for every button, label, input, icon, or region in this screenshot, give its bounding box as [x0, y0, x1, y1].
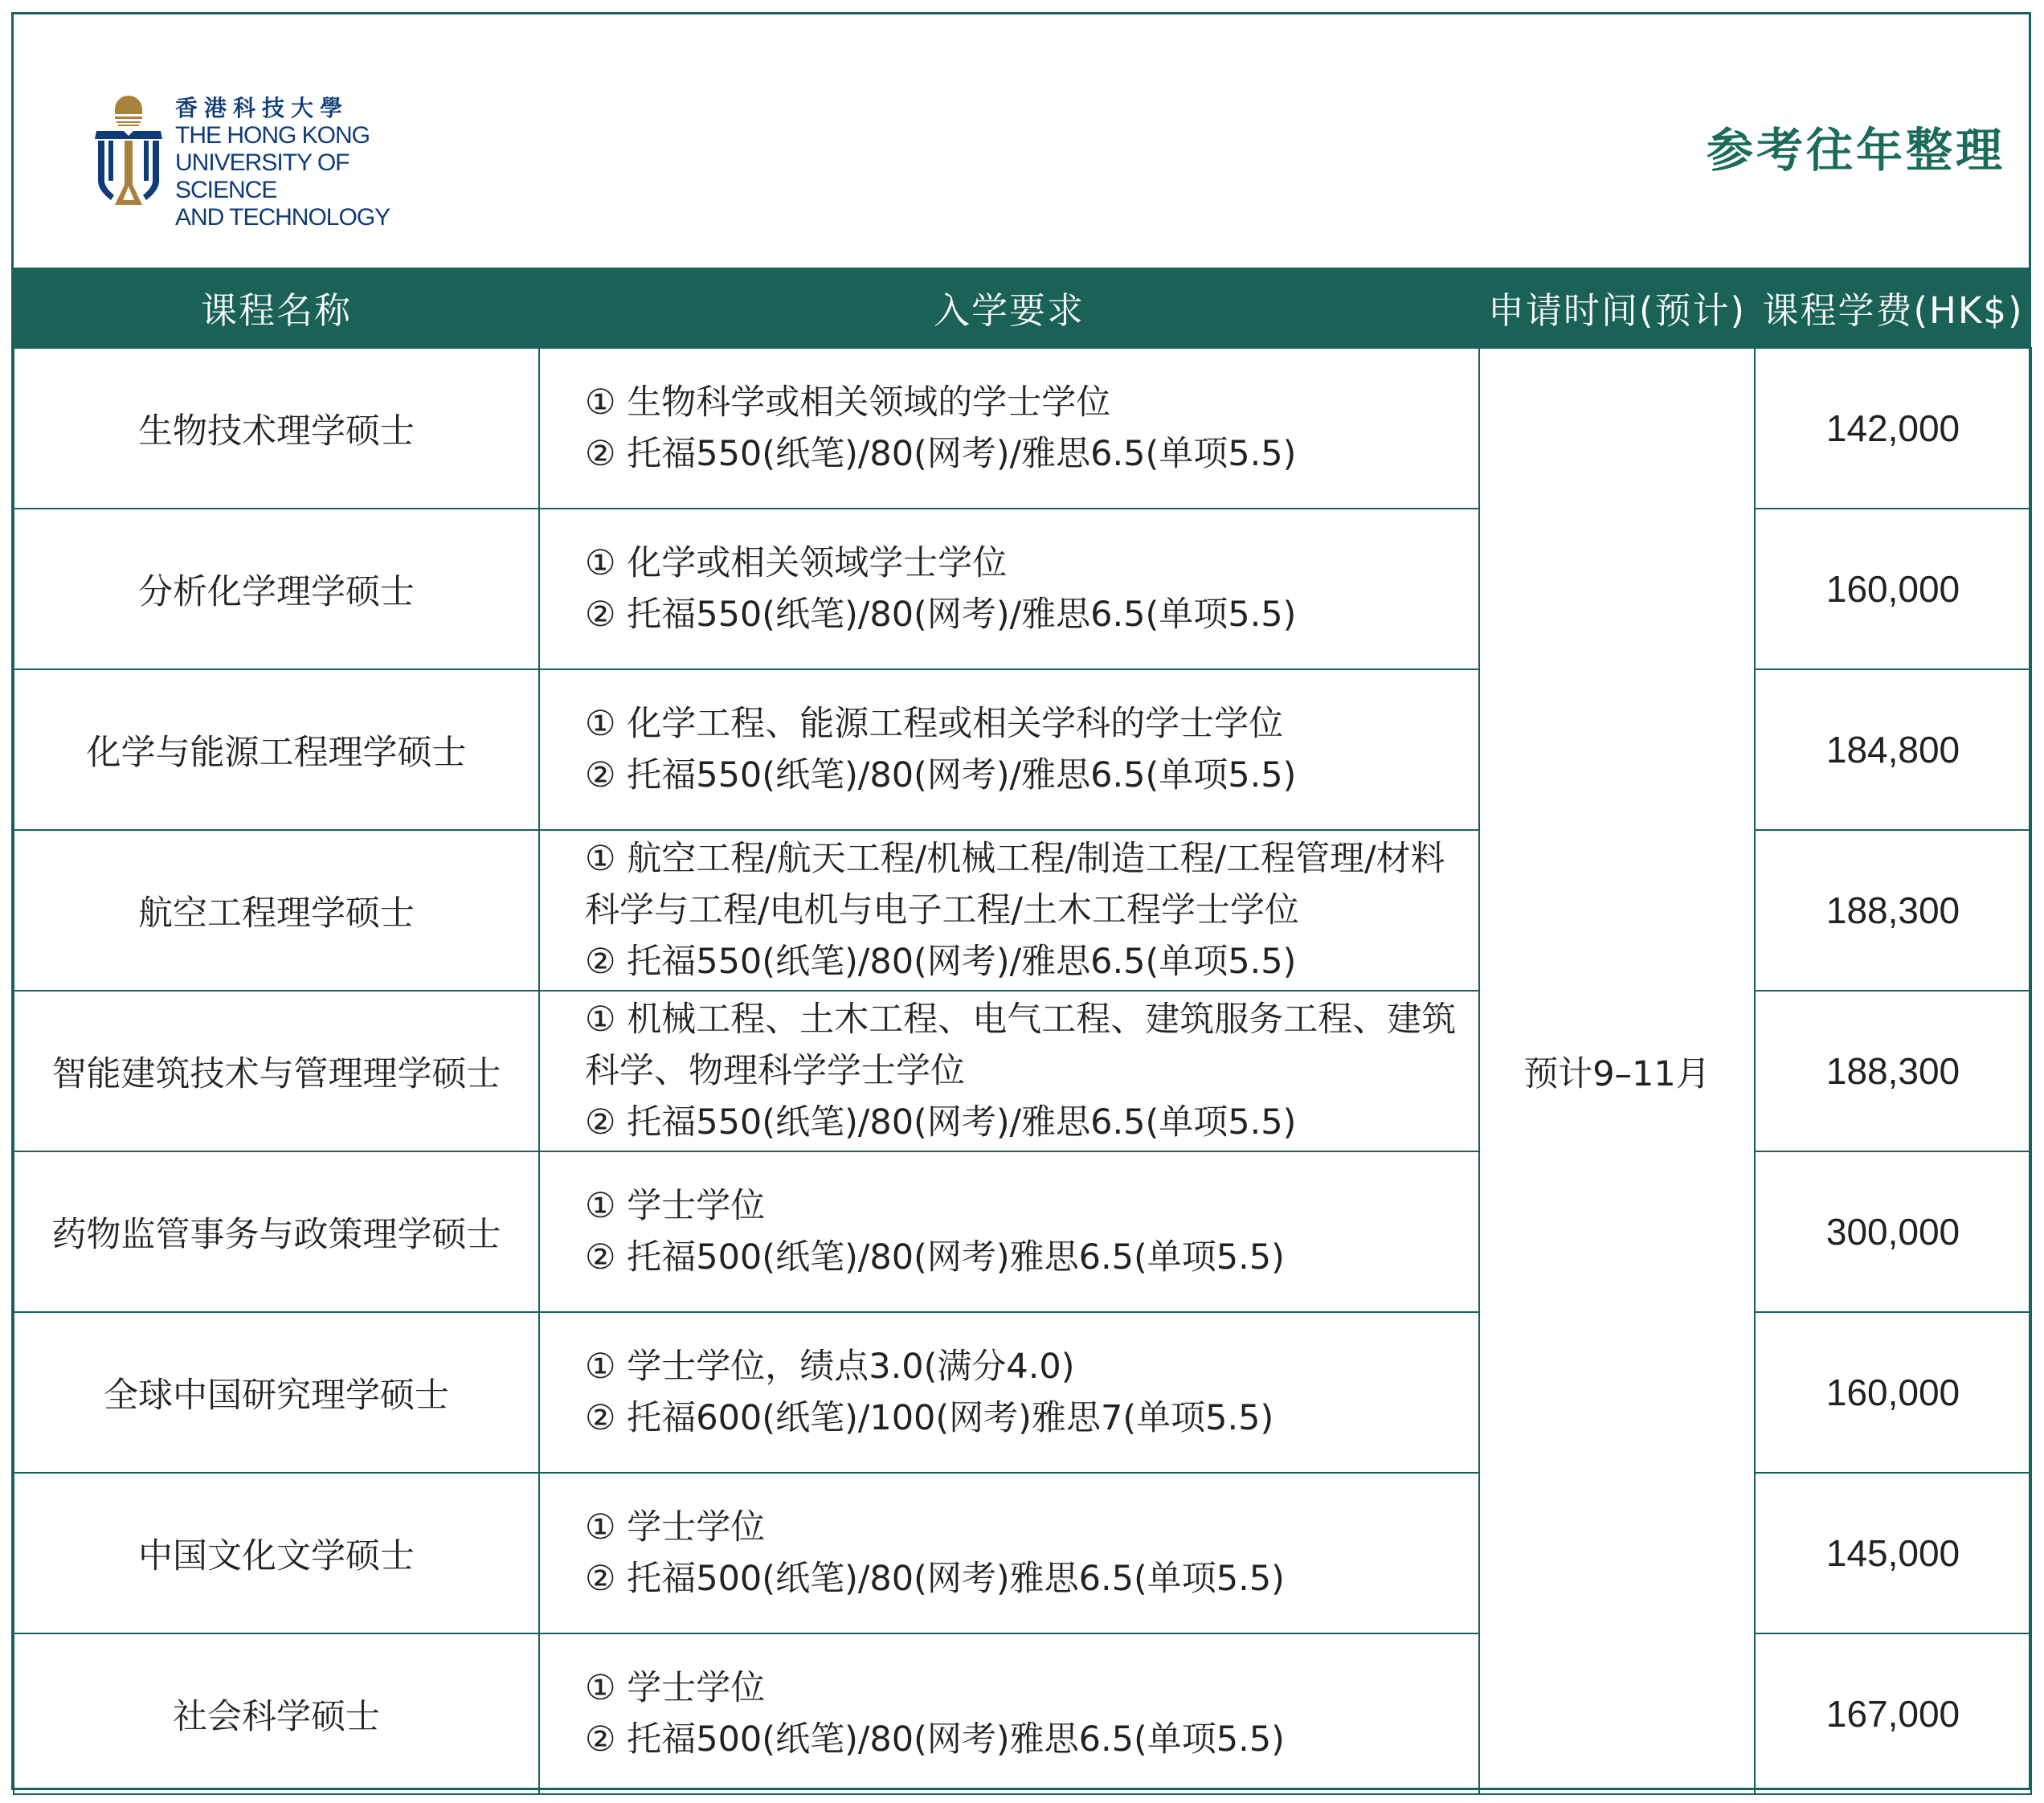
- program-name-cell: 全球中国研究理学硕士: [14, 1312, 539, 1473]
- header-requirements: 入学要求: [539, 268, 1479, 348]
- requirement-line: ② 托福550(纸笔)/80(网考)/雅思6.5(单项5.5): [585, 434, 1297, 474]
- table-header-row: [14, 268, 2031, 348]
- requirement-line: ① 化学工程、能源工程或相关学科的学士学位: [585, 704, 1284, 744]
- requirement-line: ② 托福500(纸笔)/80(网考)雅思6.5(单项5.5): [585, 1719, 1285, 1760]
- program-name-cell: 智能建筑技术与管理理学硕士: [14, 991, 539, 1151]
- requirement-line: ① 学士学位，绩点3.0(满分4.0): [585, 1347, 1075, 1387]
- requirement-line: ② 托福500(纸笔)/80(网考)雅思6.5(单项5.5): [585, 1237, 1285, 1278]
- logo-english-line: UNIVERSITY OF SCIENCE: [175, 149, 350, 203]
- requirement-line: ① 学士学位: [585, 1668, 766, 1708]
- program-name-cell: 航空工程理学硕士: [14, 830, 539, 991]
- tuition-cell: 142,000: [1755, 348, 2031, 509]
- page-title: 参考往年整理: [1706, 123, 2005, 178]
- requirement-line: ① 生物科学或相关领域的学士学位: [585, 382, 1111, 423]
- program-table: [13, 268, 2032, 1795]
- requirement-line: ② 托福550(纸笔)/80(网考)/雅思6.5(单项5.5): [585, 755, 1297, 795]
- header-tuition: 课程学费(HK$): [1755, 268, 2031, 348]
- tuition-cell: 160,000: [1755, 1312, 2031, 1473]
- tuition-cell: 300,000: [1755, 1151, 2031, 1312]
- table-row: [14, 348, 2031, 509]
- tuition-cell: 188,300: [1755, 830, 2031, 991]
- requirements-cell: [539, 1151, 1479, 1312]
- tuition-cell: 160,000: [1755, 509, 2031, 669]
- program-name-cell: 分析化学理学硕士: [14, 509, 539, 669]
- requirement-line: ② 托福550(纸笔)/80(网考)/雅思6.5(单项5.5): [585, 1102, 1297, 1143]
- application-time-cell: 预计9–11月: [1479, 348, 1755, 1794]
- requirements-cell: [539, 1633, 1479, 1794]
- requirements-cell: [539, 830, 1479, 991]
- requirement-line: ② 托福550(纸笔)/80(网考)/雅思6.5(单项5.5): [585, 595, 1297, 635]
- hkust-logo: [95, 95, 448, 231]
- requirements-cell: [539, 509, 1479, 669]
- header-program-name: 课程名称: [14, 268, 539, 348]
- program-name-cell: 药物监管事务与政策理学硕士: [14, 1151, 539, 1312]
- header-application-time: 申请时间(预计): [1479, 268, 1755, 348]
- logo-english-line: THE HONG KONG: [175, 122, 370, 149]
- requirement-line: ① 机械工程、土木工程、电气工程、建筑服务工程、建筑科学、物理科学学士学位: [585, 1000, 1457, 1091]
- program-name-cell: 中国文化文学硕士: [14, 1473, 539, 1633]
- requirements-cell: [539, 669, 1479, 830]
- program-name-cell: 社会科学硕士: [14, 1633, 539, 1794]
- logo-wordmark: [175, 95, 448, 231]
- requirement-line: ① 学士学位: [585, 1507, 766, 1547]
- hkust-emblem-icon: [95, 95, 163, 207]
- tuition-cell: 167,000: [1755, 1633, 2031, 1794]
- requirement-line: ② 托福550(纸笔)/80(网考)/雅思6.5(单项5.5): [585, 942, 1297, 982]
- tuition-cell: 184,800: [1755, 669, 2031, 830]
- tuition-cell: 145,000: [1755, 1473, 2031, 1633]
- requirements-cell: [539, 348, 1479, 509]
- tuition-cell: 188,300: [1755, 991, 2031, 1151]
- requirements-cell: [539, 991, 1479, 1151]
- program-name-cell: 生物技术理学硕士: [14, 348, 539, 509]
- requirement-line: ① 航空工程/航天工程/机械工程/制造工程/工程管理/材料科学与工程/电机与电子工程/土木工程学士学位: [585, 839, 1445, 930]
- logo-chinese-name: 香港科技大學: [175, 95, 350, 121]
- requirements-cell: [539, 1312, 1479, 1473]
- requirement-line: ② 托福500(纸笔)/80(网考)雅思6.5(单项5.5): [585, 1559, 1285, 1599]
- requirement-line: ① 学士学位: [585, 1186, 766, 1226]
- logo-english-line: AND TECHNOLOGY: [175, 204, 390, 231]
- requirements-cell: [539, 1473, 1479, 1633]
- requirement-line: ① 化学或相关领域学士学位: [585, 543, 1008, 583]
- requirement-line: ② 托福600(纸笔)/100(网考)雅思7(单项5.5): [585, 1398, 1274, 1438]
- program-name-cell: 化学与能源工程理学硕士: [14, 669, 539, 830]
